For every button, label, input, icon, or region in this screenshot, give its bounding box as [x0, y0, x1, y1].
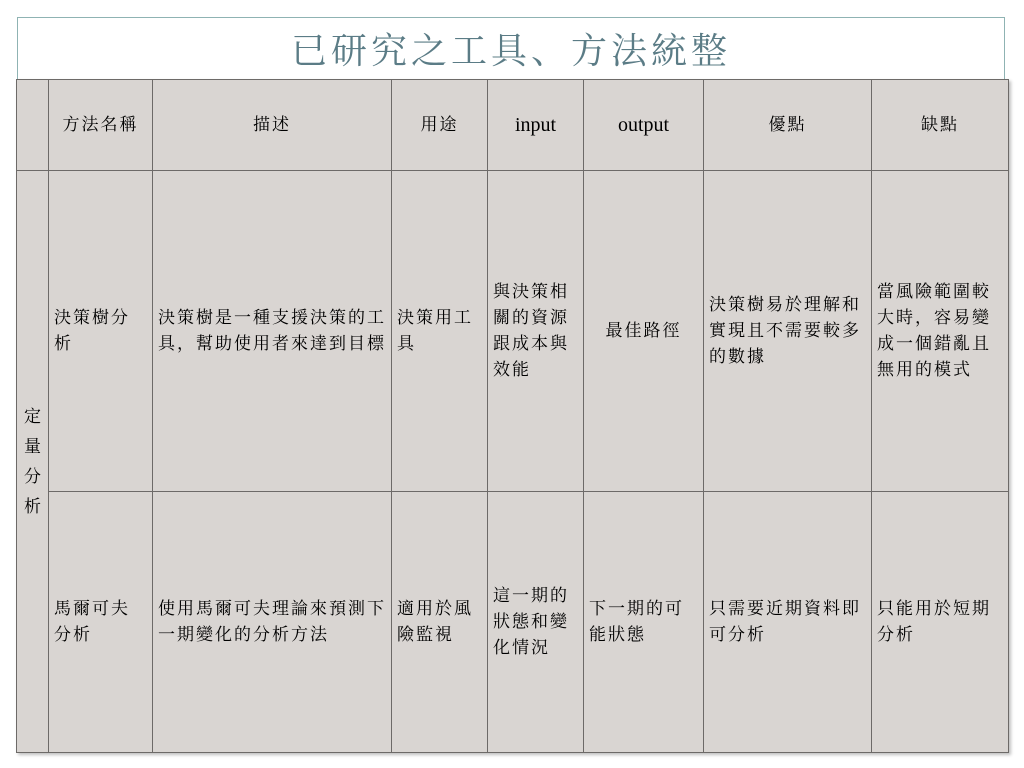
header-row — [17, 80, 1009, 171]
cell-name: 馬爾可夫分析 — [49, 492, 153, 753]
header-pros: 優點 — [704, 80, 872, 171]
cell-output: 下一期的可能狀態 — [584, 492, 704, 753]
group-label: 定量分析 — [23, 406, 41, 517]
header-group — [17, 80, 49, 171]
methods-table — [16, 79, 1009, 753]
cell-pros: 決策樹易於理解和實現且不需要較多的數據 — [704, 171, 872, 492]
cell-cons: 只能用於短期分析 — [872, 492, 1009, 753]
header-output: output — [584, 80, 704, 171]
slide-title: 已研究之工具、方法統整 — [290, 31, 731, 72]
header-description: 描述 — [153, 80, 392, 171]
cell-pros: 只需要近期資料即可分析 — [704, 492, 872, 753]
title-box — [17, 17, 1005, 79]
cell-output: 最佳路徑 — [584, 171, 704, 492]
cell-description: 使用馬爾可夫理論來預測下一期變化的分析方法 — [153, 492, 392, 753]
cell-input: 這一期的狀態和變化情況 — [488, 492, 584, 753]
table-row — [17, 171, 1009, 492]
cell-description: 決策樹是一種支援決策的工具，幫助使用者來達到目標 — [153, 171, 392, 492]
header-input: input — [488, 80, 584, 171]
header-cons: 缺點 — [872, 80, 1009, 171]
header-name: 方法名稱 — [49, 80, 153, 171]
cell-name: 決策樹分析 — [49, 171, 153, 492]
group-cell — [17, 171, 49, 753]
cell-usage: 適用於風險監視 — [392, 492, 488, 753]
table-row — [17, 492, 1009, 753]
cell-cons: 當風險範圍較大時，容易變成一個錯亂且無用的模式 — [872, 171, 1009, 492]
cell-usage: 決策用工具 — [392, 171, 488, 492]
cell-input: 與決策相關的資源跟成本與效能 — [488, 171, 584, 492]
header-usage: 用途 — [392, 80, 488, 171]
